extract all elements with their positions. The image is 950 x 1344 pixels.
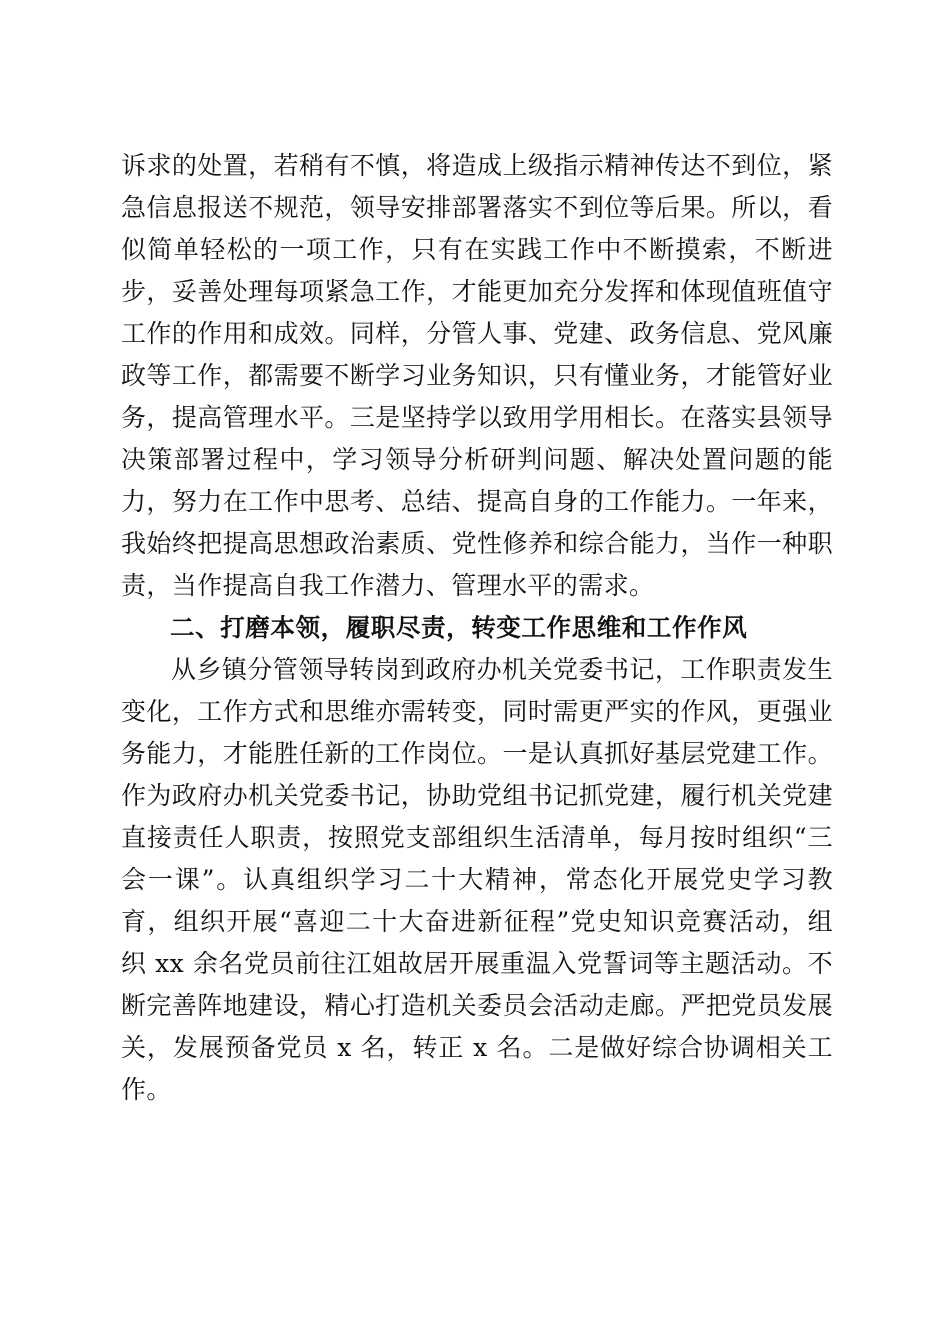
body-paragraph: 从乡镇分管领导转岗到政府办机关党委书记，工作职责发生变化，工作方式和思维亦需转变，同时需更严实的作风，更强业务能力，才能胜任新的工作岗位。一是认真抓好基层党建工作。作为政府办机关党委书记，协助党组书记抓党建，履行机关党建直接责任人职责，按照党支部组织生活清单，每月按时组织“三会一课”。认真组织学习二十大精神，常态化开展党史学习教育，组织开展“喜迎二十大奋进新征程”党史知识竞赛活动，组织 xx 余名党员前往江姐故居开展重温入党誓词等主题活动。不断完善阵地建设，精心打造机关委员会活动走廊。严把党员发展关，发展预备党员 x 名，转正 x 名。二是做好综合协调相关工作。	[121, 655, 833, 1104]
document-body	[121, 145, 833, 1111]
section-heading: 二、打磨本领，履职尽责，转变工作思维和工作作风	[170, 613, 748, 642]
body-paragraph-continued: 诉求的处置，若稍有不慎，将造成上级指示精神传达不到位，紧急信息报送不规范，领导安排部署落实不到位等后果。所以，看似简单轻松的一项工作，只有在实践工作中不断摸索，不断进步，妥善处理每项紧急工作，才能更加充分发挥和体现值班值守工作的作用和成效。同样，分管人事、党建、政务信息、党风廉政等工作，都需要不断学习业务知识，只有懂业务，才能管好业务，提高管理水平。三是坚持学以致用学用相长。在落实县领导决策部署过程中，学习领导分析研判问题、解决处置问题的能力，努力在工作中思考、总结、提高自身的工作能力。一年来，我始终把提高思想政治素质、党性修养和综合能力，当作一种职责，当作提高自我工作潜力、管理水平的需求。	[121, 151, 833, 600]
